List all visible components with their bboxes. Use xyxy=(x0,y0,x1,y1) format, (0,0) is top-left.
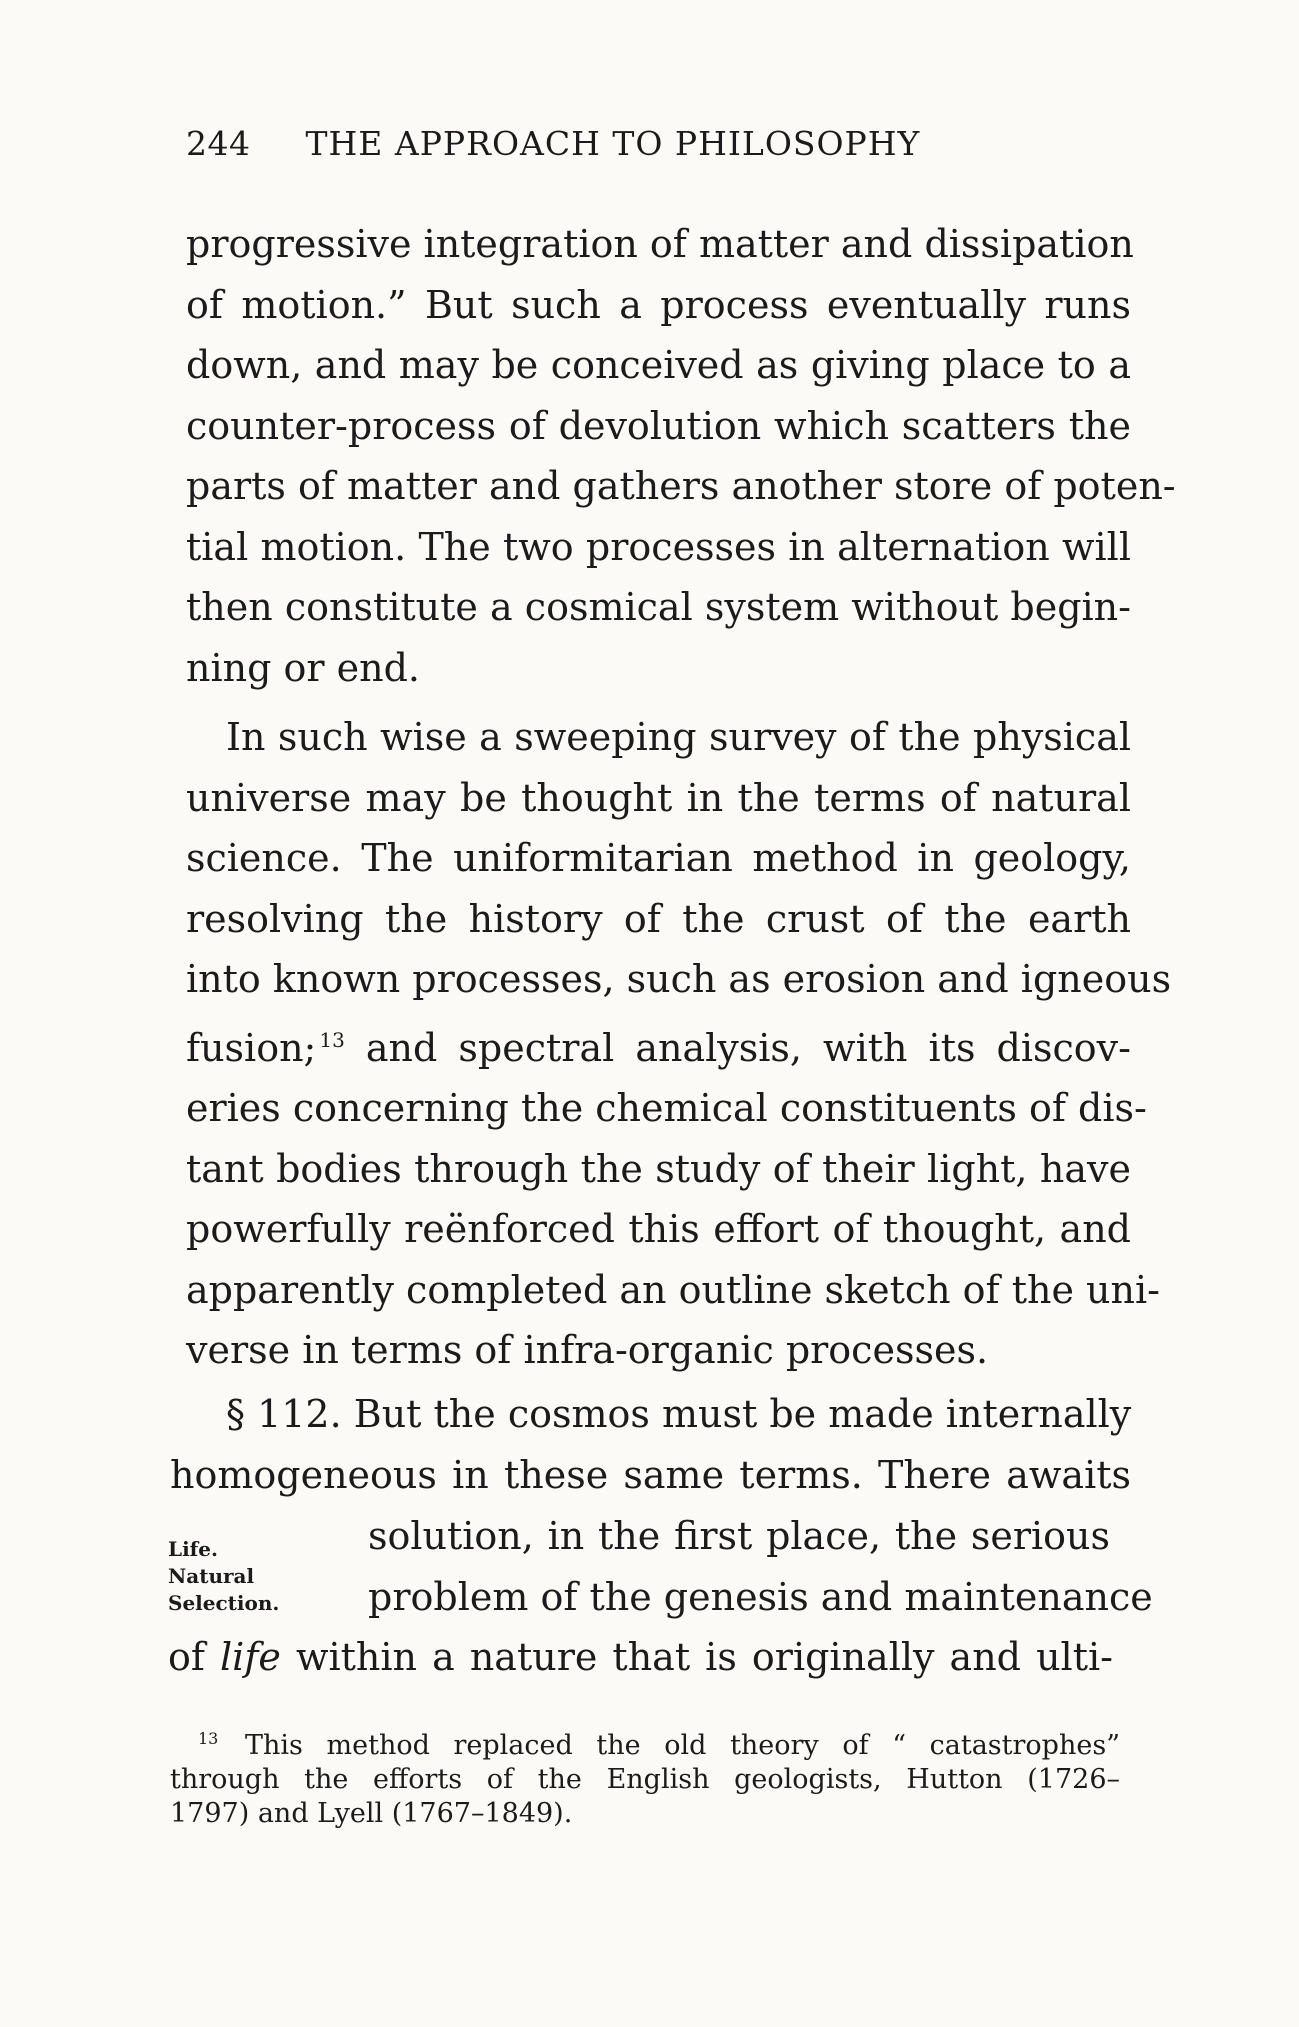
margin-note-line: Selection. xyxy=(168,1591,280,1615)
italic-word: life xyxy=(220,1635,281,1679)
text-line: problem of the genesis and maintenance xyxy=(368,1574,1153,1619)
text-line: of motion.” But such a process eventually runs xyxy=(186,282,1131,327)
fusion-line-rest: and spectral analysis, with its discov- xyxy=(365,1025,1131,1070)
footnote-text: This method replaced the old theory of “ catastrophes” xyxy=(245,1730,1120,1761)
text-line: solution, in the first place, the serious xyxy=(368,1514,1110,1558)
footnote-line xyxy=(170,1722,1120,1763)
paragraph-3 xyxy=(170,1384,1132,1505)
footnote-marker: 13 xyxy=(198,1729,219,1748)
text-line: science. The uniformitarian method in geology, xyxy=(186,836,1131,880)
page-number: 244 xyxy=(186,124,251,163)
footnote-reference: 13 xyxy=(319,1027,345,1052)
text-line: universe may be thought in the terms of natural xyxy=(186,775,1131,820)
text-line: into known processes, such as erosion and igneous xyxy=(186,957,1172,1001)
text-line: down, and may be conceived as giving place to a xyxy=(186,343,1131,387)
footnote-line: 1797) and Lyell (1767–1849). xyxy=(170,1798,573,1829)
text-line: progressive integration of matter and dissipation xyxy=(186,222,1134,266)
footnote xyxy=(170,1722,1120,1831)
text-line-with-italic xyxy=(168,1627,1113,1688)
text-line: In such wise a sweeping survey of the physical xyxy=(226,715,1131,759)
text-line: verse in terms of infra-organic processes. xyxy=(186,1328,989,1372)
text-line: parts of matter and gathers another store of poten- xyxy=(186,464,1176,508)
text-line: ning or end. xyxy=(186,645,420,690)
line-prefix: of xyxy=(168,1635,205,1679)
text-line: resolving the history of the crust of the earth xyxy=(186,896,1131,941)
text-line-with-footnote xyxy=(186,1010,1131,1079)
text-line: counter-process of devolution which scatters the xyxy=(186,403,1131,448)
footnote-line: through the efforts of the English geologists, Hutton (1726– xyxy=(170,1764,1120,1795)
running-title: THE APPROACH TO PHILOSOPHY xyxy=(305,124,921,163)
fusion-word: fusion; xyxy=(186,1025,317,1070)
text-line: homogeneous in these same terms. There awaits xyxy=(170,1452,1131,1497)
running-header xyxy=(186,124,920,163)
text-line: then constitute a cosmical system without begin- xyxy=(186,585,1131,629)
line-suffix: within a nature that is originally and ulti- xyxy=(295,1635,1113,1679)
text-line: apparently completed an outline sketch of the uni- xyxy=(186,1267,1160,1312)
section-line: § 112. But the cosmos must be made internally xyxy=(226,1392,1132,1436)
paragraph-2 xyxy=(186,707,1172,1381)
paragraph-3-continued xyxy=(168,1506,1153,1688)
paragraph-1 xyxy=(186,214,1176,698)
margin-note-line: Natural xyxy=(168,1564,255,1588)
margin-note-line: Life. xyxy=(168,1537,218,1561)
text-line: tant bodies through the study of their light, have xyxy=(186,1146,1131,1191)
text-line: eries concerning the chemical constituents of dis- xyxy=(186,1086,1147,1130)
text-line: powerfully reënforced this effort of thought, and xyxy=(186,1207,1131,1251)
text-line: tial motion. The two processes in alternation will xyxy=(186,524,1131,569)
